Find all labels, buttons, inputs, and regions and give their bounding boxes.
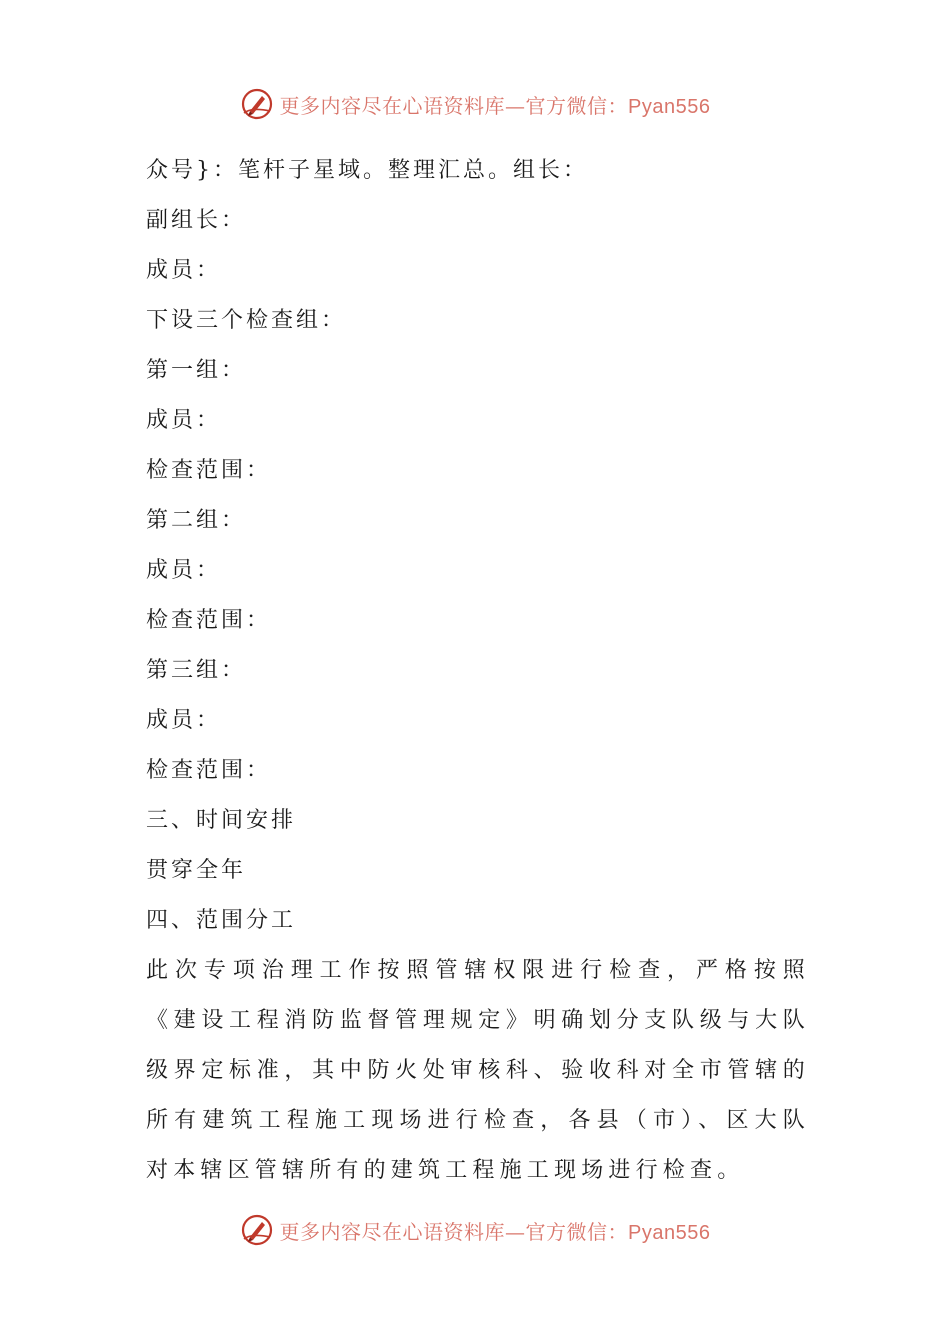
text-line: 贯穿全年: [146, 858, 247, 883]
watermark-group: [240, 1213, 711, 1247]
text-line: 成员：: [146, 708, 222, 733]
text-line: 副组长：: [146, 208, 247, 233]
footer-watermark-banner: [0, 1208, 950, 1252]
section-heading: 三、时间安排: [146, 808, 297, 833]
pen-circle-logo-icon: [240, 87, 274, 121]
text-line: 成员：: [146, 408, 222, 433]
watermark-label: 更多内容尽在心语资料库—官方微信：: [279, 93, 629, 118]
text-line: 检查范围：: [146, 458, 272, 483]
header-watermark-banner: [0, 82, 950, 126]
pen-circle-logo-icon: [240, 1213, 274, 1247]
text-line: 第一组：: [146, 358, 247, 383]
watermark-wechat-id: Pyan556: [628, 1221, 711, 1244]
text-line: 成员：: [146, 258, 222, 283]
watermark-label: 更多内容尽在心语资料库—官方微信：: [279, 1219, 629, 1244]
document-body: [146, 146, 810, 1196]
watermark-wechat-id: Pyan556: [628, 95, 711, 118]
text-line: 检查范围：: [146, 758, 272, 783]
section-heading: 四、范围分工: [146, 908, 297, 933]
text-line: 众号}：笔杆子星域。整理汇总。组长：: [146, 158, 588, 183]
body-paragraph: 此次专项治理工作按照管辖权限进行检查，严格按照《建设工程消防监督管理规定》明确划分支队级与大队级界定标准，其中防火处审核科、验收科对全市管辖的所有建筑工程施工现场进行检查，各县（市）、区大队对本辖区管辖所有的建筑工程施工现场进行检查。: [146, 958, 810, 1183]
watermark-group: [240, 87, 711, 121]
watermark-text: [280, 90, 711, 119]
watermark-text: [280, 1216, 711, 1245]
text-line: 第三组：: [146, 658, 247, 683]
text-line: 下设三个检查组：: [146, 308, 347, 333]
text-line: 成员：: [146, 558, 222, 583]
text-line: 检查范围：: [146, 608, 272, 633]
text-line: 第二组：: [146, 508, 247, 533]
